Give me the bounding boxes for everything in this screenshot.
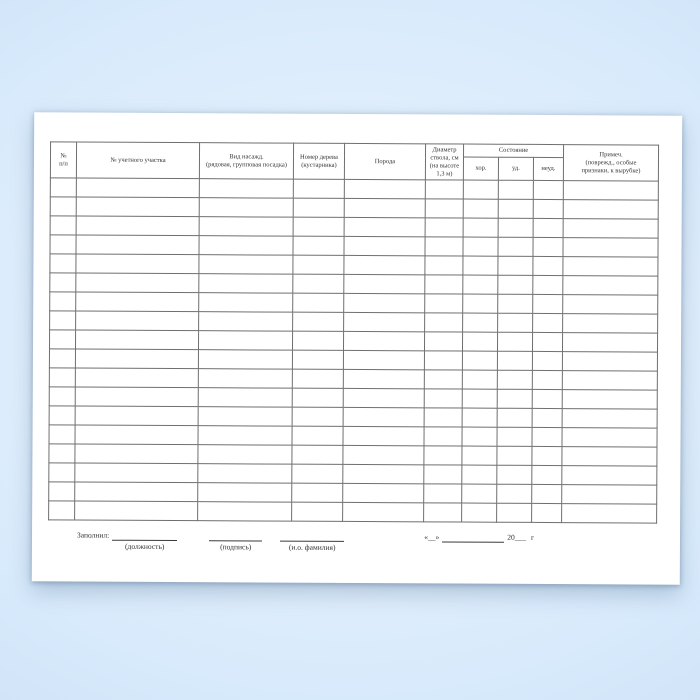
column-header-plot-number: № учетного участка xyxy=(76,142,199,179)
empty-cell xyxy=(49,349,75,368)
empty-cell xyxy=(497,351,532,370)
empty-cell xyxy=(533,237,563,256)
empty-cell xyxy=(563,295,658,314)
empty-cell xyxy=(562,447,657,466)
empty-cell xyxy=(50,292,76,311)
empty-cell xyxy=(292,369,343,388)
empty-cell xyxy=(344,293,425,312)
empty-cell xyxy=(198,445,292,464)
column-header-species: Порода xyxy=(344,143,425,179)
empty-cell xyxy=(497,465,532,484)
column-header-tree-number: Номер дерева (кустарника) xyxy=(293,143,344,179)
empty-cell xyxy=(533,199,563,218)
empty-cell xyxy=(293,198,344,217)
empty-cell xyxy=(563,314,658,333)
name-blank-line xyxy=(280,532,344,542)
empty-cell xyxy=(50,273,76,292)
empty-cell xyxy=(497,446,532,465)
empty-cell xyxy=(292,464,343,483)
empty-cell xyxy=(498,199,533,218)
empty-cell xyxy=(293,179,344,198)
empty-cell xyxy=(343,426,424,445)
empty-cell xyxy=(532,408,562,427)
empty-cell xyxy=(344,217,425,236)
empty-cell xyxy=(344,236,425,255)
empty-cell xyxy=(498,294,533,313)
tree-inventory-table xyxy=(48,141,659,523)
empty-cell xyxy=(293,217,344,236)
empty-cell xyxy=(292,350,343,369)
empty-cell xyxy=(563,181,658,200)
empty-cell xyxy=(463,218,498,237)
empty-cell xyxy=(76,273,199,293)
empty-cell xyxy=(198,502,292,521)
empty-cell xyxy=(75,349,198,369)
empty-cell xyxy=(198,350,292,369)
empty-cell xyxy=(198,369,292,388)
empty-cell xyxy=(49,444,75,463)
empty-cell xyxy=(563,257,658,276)
empty-cell xyxy=(462,427,497,446)
empty-cell xyxy=(49,368,75,387)
empty-cell xyxy=(532,389,562,408)
empty-cell xyxy=(424,389,462,408)
empty-cell xyxy=(75,463,198,483)
empty-cell xyxy=(344,179,425,198)
date-year: 20___ xyxy=(507,532,527,542)
empty-cell xyxy=(50,197,76,216)
empty-cell xyxy=(344,255,425,274)
empty-cell xyxy=(563,238,658,257)
column-header-condition-good: хор. xyxy=(463,157,498,180)
empty-cell xyxy=(424,465,462,484)
empty-cell xyxy=(75,425,198,445)
column-header-condition-fair: уд. xyxy=(498,157,533,180)
empty-cell xyxy=(497,332,532,351)
empty-cell xyxy=(424,446,462,465)
empty-cell xyxy=(533,294,563,313)
empty-cell xyxy=(76,292,199,312)
position-caption: (должность) xyxy=(125,541,165,551)
empty-cell xyxy=(562,485,657,504)
empty-cell xyxy=(75,330,198,350)
date-year-unit: г xyxy=(530,532,535,542)
empty-cell xyxy=(75,444,198,464)
empty-cell xyxy=(562,352,657,371)
empty-cell xyxy=(343,464,424,483)
empty-cell xyxy=(75,406,198,426)
empty-cell xyxy=(562,504,657,523)
empty-cell xyxy=(293,312,344,331)
empty-cell xyxy=(75,368,198,388)
empty-cell xyxy=(49,387,75,406)
empty-cell xyxy=(50,254,76,273)
column-header-condition-group: Состояние xyxy=(464,144,564,158)
empty-cell xyxy=(463,237,498,256)
empty-cell xyxy=(425,199,463,218)
empty-cell xyxy=(425,256,463,275)
empty-cell xyxy=(292,388,343,407)
empty-cell xyxy=(343,407,424,426)
empty-cell xyxy=(49,330,75,349)
empty-cell xyxy=(424,351,462,370)
empty-cell xyxy=(344,198,425,217)
table-body xyxy=(49,178,659,523)
empty-cell xyxy=(462,465,497,484)
empty-cell xyxy=(463,313,498,332)
empty-cell xyxy=(462,351,497,370)
empty-cell xyxy=(533,275,563,294)
form-page xyxy=(32,112,682,584)
empty-cell xyxy=(562,390,657,409)
empty-cell xyxy=(343,388,424,407)
empty-cell xyxy=(49,463,75,482)
empty-cell xyxy=(76,235,199,255)
empty-cell xyxy=(462,484,497,503)
empty-cell xyxy=(497,503,532,522)
signature-footer xyxy=(77,531,680,554)
empty-cell xyxy=(462,408,497,427)
empty-cell xyxy=(293,255,344,274)
empty-cell xyxy=(498,313,533,332)
empty-cell xyxy=(425,294,463,313)
empty-cell xyxy=(198,464,292,483)
empty-cell xyxy=(199,198,293,217)
empty-cell xyxy=(463,180,498,199)
empty-cell xyxy=(292,407,343,426)
empty-cell xyxy=(532,370,562,389)
empty-cell xyxy=(198,331,292,350)
empty-cell xyxy=(198,407,292,426)
empty-cell xyxy=(532,484,562,503)
empty-cell xyxy=(198,426,292,445)
empty-cell xyxy=(533,218,563,237)
empty-cell xyxy=(49,425,75,444)
empty-cell xyxy=(343,502,424,521)
empty-cell xyxy=(563,200,658,219)
empty-cell xyxy=(463,275,498,294)
date-month-blank-line xyxy=(442,532,504,542)
filled-by-label: Заполнил: xyxy=(76,530,110,540)
empty-cell xyxy=(463,294,498,313)
empty-cell xyxy=(344,274,425,293)
empty-cell xyxy=(75,482,198,502)
empty-cell xyxy=(50,311,76,330)
empty-cell xyxy=(292,426,343,445)
empty-cell xyxy=(532,332,562,351)
empty-row xyxy=(49,501,657,523)
signature-field xyxy=(209,531,262,551)
empty-cell xyxy=(563,276,658,295)
empty-cell xyxy=(425,275,463,294)
empty-cell xyxy=(462,332,497,351)
empty-cell xyxy=(293,236,344,255)
signature-blank-line xyxy=(209,531,262,541)
empty-cell xyxy=(49,406,75,425)
empty-cell xyxy=(462,446,497,465)
empty-cell xyxy=(424,484,462,503)
empty-cell xyxy=(199,179,293,198)
empty-cell xyxy=(424,332,462,351)
empty-cell xyxy=(462,370,497,389)
empty-cell xyxy=(199,236,293,255)
empty-cell xyxy=(497,389,532,408)
empty-cell xyxy=(50,235,76,254)
date-day-quotes: «__» xyxy=(424,532,440,542)
empty-cell xyxy=(532,351,562,370)
empty-cell xyxy=(532,503,562,522)
empty-cell xyxy=(562,428,657,447)
empty-cell xyxy=(463,199,498,218)
empty-cell xyxy=(343,445,424,464)
empty-cell xyxy=(199,293,293,312)
empty-cell xyxy=(532,465,562,484)
empty-cell xyxy=(76,254,199,274)
empty-cell xyxy=(497,408,532,427)
empty-cell xyxy=(497,484,532,503)
empty-cell xyxy=(343,350,424,369)
empty-cell xyxy=(563,219,658,238)
empty-cell xyxy=(76,216,199,236)
empty-cell xyxy=(424,427,462,446)
empty-cell xyxy=(533,180,563,199)
column-header-planting-type: Вид насажд. (рядовая, групповая посадка) xyxy=(199,143,293,179)
empty-cell xyxy=(425,237,463,256)
position-field xyxy=(112,531,177,551)
empty-cell xyxy=(533,313,563,332)
position-blank-line xyxy=(112,531,177,541)
empty-cell xyxy=(532,427,562,446)
column-header-trunk-diameter: Диаметр ствола, см (на высоте 1,3 м) xyxy=(425,144,463,180)
empty-cell xyxy=(497,427,532,446)
empty-cell xyxy=(75,387,198,407)
empty-cell xyxy=(50,216,76,235)
empty-cell xyxy=(76,311,199,331)
empty-cell xyxy=(498,180,533,199)
empty-cell xyxy=(50,178,76,197)
empty-cell xyxy=(424,503,462,522)
empty-cell xyxy=(562,371,657,390)
empty-cell xyxy=(293,293,344,312)
empty-cell xyxy=(562,466,657,485)
empty-cell xyxy=(76,178,199,198)
empty-cell xyxy=(424,370,462,389)
empty-cell xyxy=(498,256,533,275)
empty-cell xyxy=(76,197,199,217)
empty-cell xyxy=(75,501,198,521)
empty-cell xyxy=(199,312,293,331)
empty-cell xyxy=(292,502,343,521)
empty-cell xyxy=(498,218,533,237)
empty-cell xyxy=(343,483,424,502)
name-field xyxy=(280,532,344,552)
empty-cell xyxy=(562,409,657,428)
empty-cell xyxy=(498,237,533,256)
empty-cell xyxy=(425,180,463,199)
empty-cell xyxy=(292,445,343,464)
name-caption: (и.о. фамилия) xyxy=(288,542,336,552)
empty-cell xyxy=(198,483,292,502)
empty-cell xyxy=(425,218,463,237)
empty-cell xyxy=(343,369,424,388)
empty-cell xyxy=(462,389,497,408)
empty-cell xyxy=(424,408,462,427)
empty-cell xyxy=(498,275,533,294)
empty-cell xyxy=(344,312,425,331)
column-header-notes: Примеч. (поврежд., особые признаки, к вырубке) xyxy=(563,145,658,181)
column-header-condition-poor: неуд. xyxy=(533,157,563,180)
empty-cell xyxy=(343,331,424,350)
empty-cell xyxy=(49,482,75,501)
empty-cell xyxy=(292,483,343,502)
empty-cell xyxy=(425,313,463,332)
signature-caption: (подпись) xyxy=(220,542,252,552)
column-header-row-number: № п/п xyxy=(50,142,76,178)
empty-cell xyxy=(292,331,343,350)
empty-cell xyxy=(497,370,532,389)
empty-cell xyxy=(562,333,657,352)
empty-cell xyxy=(533,256,563,275)
empty-cell xyxy=(532,446,562,465)
empty-cell xyxy=(199,255,293,274)
empty-cell xyxy=(293,274,344,293)
empty-cell xyxy=(198,388,292,407)
empty-cell xyxy=(199,217,293,236)
empty-cell xyxy=(463,256,498,275)
empty-cell xyxy=(462,503,497,522)
empty-cell xyxy=(199,274,293,293)
empty-cell xyxy=(49,501,75,520)
